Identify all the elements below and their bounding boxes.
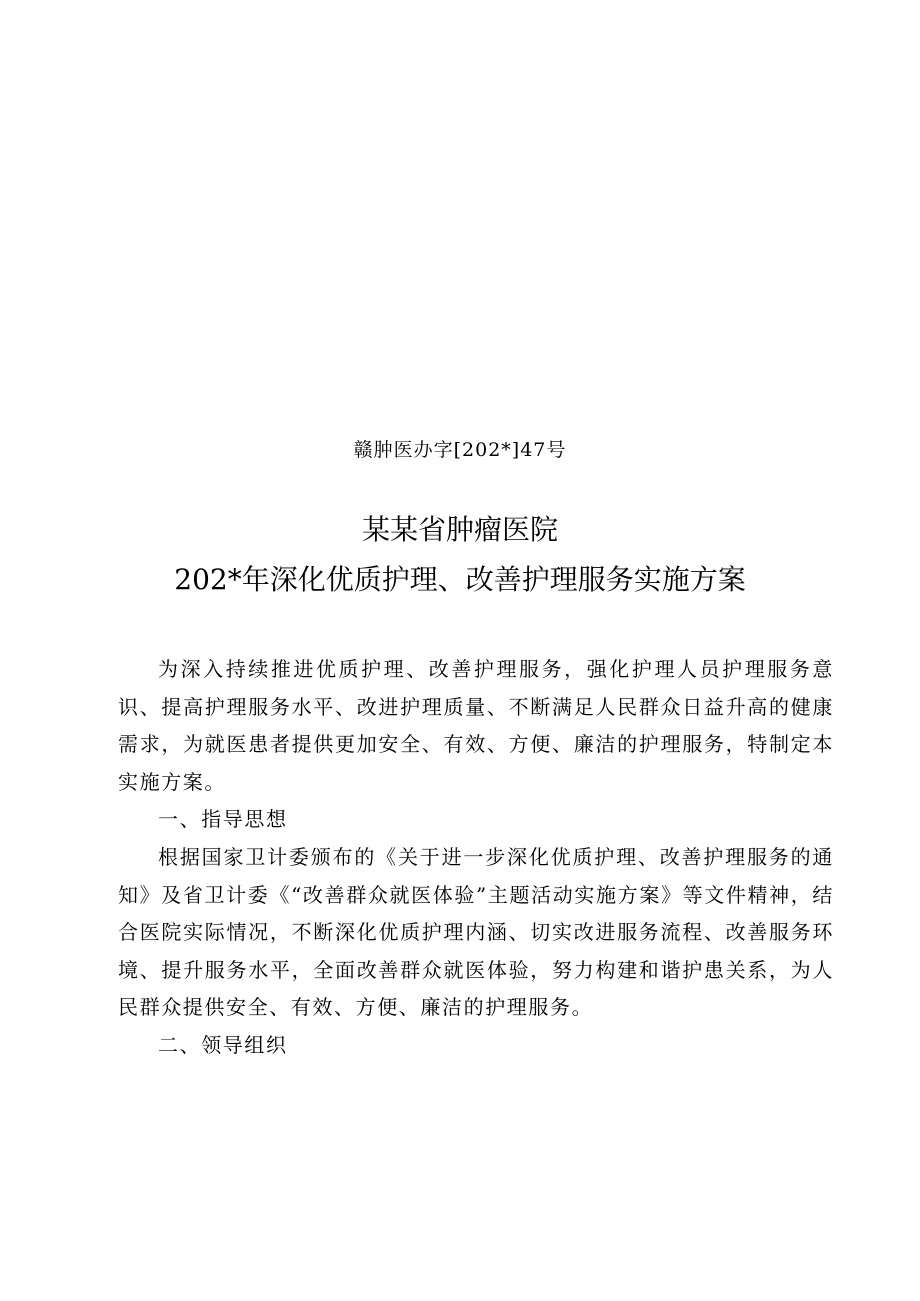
document-title-line1: 某某省肿瘤医院 (361, 513, 558, 546)
document-title-line2: 202*年深化优质护理、改善护理服务实施方案 (174, 563, 746, 596)
document-number: 赣肿医办字[202*]47号 (353, 439, 567, 461)
document-body (118, 651, 834, 1065)
guiding-ideology-paragraph: 根据国家卫计委颁布的《关于进一步深化优质护理、改善护理服务的通知》及省卫计委《“改善群众就医体验”主题活动实施方案》等文件精神，结合医院实际情况，不断深化优质护理内涵、切实改进服务流程、改善服务环境、提升服务水平，全面改善群众就医体验，努力构建和谐护患关系，为人民群众提供安全、有效、方便、廉洁的护理服务。 (118, 844, 834, 1020)
section-heading-leadership: 二、领导组织 (158, 1032, 288, 1057)
intro-paragraph: 为深入持续推进优质护理、改善护理服务，强化护理人员护理服务意识、提高护理服务水平、改进护理质量、不断满足人民群众日益升高的健康需求，为就医患者提供更加安全、有效、方便、廉洁的护理服务，特制定本实施方案。 (118, 657, 834, 794)
section-heading-guiding-ideology: 一、指导思想 (158, 807, 288, 832)
